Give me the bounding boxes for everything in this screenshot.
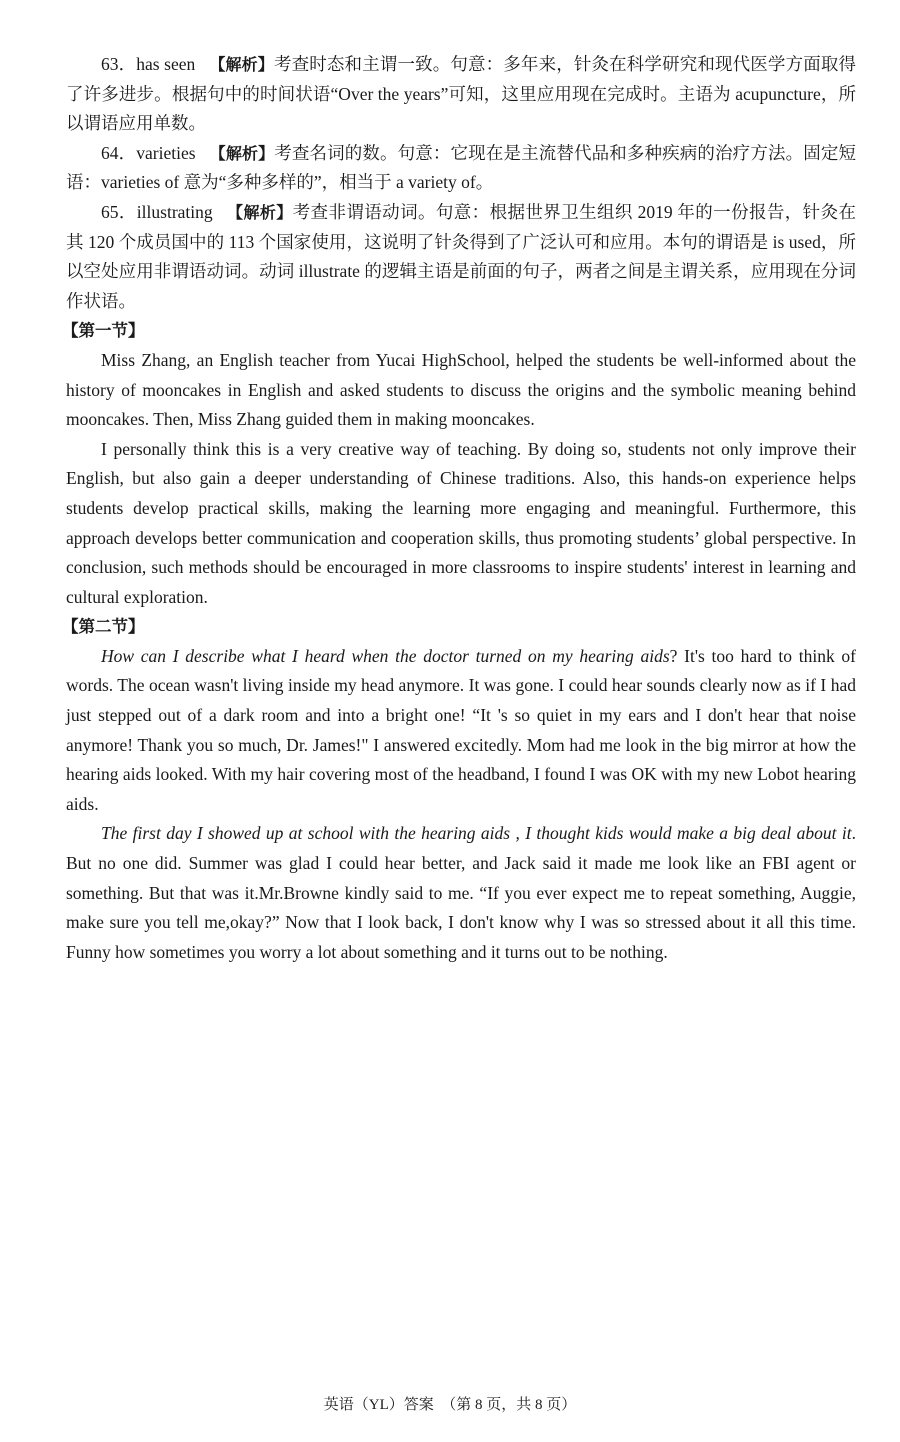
analysis-text: 考查时态和主谓一致。句意：多年来，针灸在科学研究和现代医学方面取得了许多进步。根据句中的时间状语“Over the years”可知，这里应用现在完成时。主语为 acupuncture，所以谓语应用单数。 <box>66 54 856 134</box>
analysis-tag: 【解析】 <box>226 202 293 222</box>
section-2-paragraph <box>66 819 856 967</box>
section-1-heading: 【第一节】 <box>62 321 145 341</box>
analysis-text: 考查名词的数。句意：它现在是主流替代品和多种疾病的治疗方法。固定短语：varieties of 意为“多种多样的”，相当于 a variety of。 <box>66 142 856 193</box>
answer-63 <box>66 50 856 139</box>
answer-number: 63．has seen <box>101 54 196 74</box>
page-footer: 英语（YL）答案 （第 8 页，共 8 页） <box>323 1397 577 1413</box>
story-lead-sentence: The first day I showed up at school with the hearing aids , I thought kids would make a big deal about it <box>101 823 852 844</box>
section-1-paragraph: Miss Zhang, an English teacher from Yucai HighSchool, helped the students be well-informed about the history of mooncakes in English and asked students to discuss the origins and the symbolic meaning behind mooncakes. Then, Miss Zhang guided them in making mooncakes. <box>66 349 856 430</box>
analysis-tag: 【解析】 <box>209 143 275 163</box>
story-continuation: ? It's too hard to think of words. The ocean wasn't living inside my head anymore. It was gone. I could hear sounds clearly now as if I had just stepped out of a dark room and into a bright one! “It 's so quiet in my ears and I don't hear that noise anymore! Thank you so much, Dr. James!" I answered excitedly. Mom had me look in the big mirror at how the hearing aids looked. With my hair covering most of the headband, I found I was OK with my new Lobot hearing aids. <box>66 645 856 814</box>
section-2-paragraph <box>66 642 856 820</box>
analysis-text: 考查非谓语动词。句意：根据世界卫生组织 2019 年的一份报告，针灸在其 120 个成员国中的 113 个国家使用，这说明了针灸得到了广泛认可和应用。本句的谓语是 is used，所以空处应用非谓语动词。动词 illustrate 的逻辑主语是前面的句子，两者之间是主谓关系，应用现在分词作状语。 <box>66 201 856 311</box>
answer-64 <box>66 139 856 198</box>
analysis-tag: 【解析】 <box>209 55 274 74</box>
section-1-paragraph: I personally think this is a very creative way of teaching. By doing so, students not only improve their English, but also gain a deeper understanding of Chinese traditions. Also, this hands-on experience helps students develop practical skills, making the learning more engaging and meaningful. Furthermore, this approach develops better communication and cooperation skills, thus promoting students’ global perspective. In conclusion, such methods should be encouraged in more classrooms to inspire students' interest in learning and cultural exploration. <box>66 438 856 607</box>
story-lead-sentence: How can I describe what I heard when the doctor turned on my hearing aids <box>101 645 670 666</box>
answer-page <box>62 50 856 967</box>
answer-number: 64．varieties <box>101 142 196 163</box>
story-continuation: . But no one did. Summer was glad I could hear better, and Jack said it made me look like an FBI agent or something. But that was it.Mr.Browne kindly said to me. “If you ever expect me to repeat something, Auggie, make sure you tell me,okay?” Now that I look back, I don't know why I was so stressed about it all this time. Funny how sometimes you worry a lot about something and it turns out to be nothing. <box>66 823 856 962</box>
answer-65 <box>66 198 856 316</box>
section-2-heading: 【第二节】 <box>62 617 145 637</box>
answer-number: 65．illustrating <box>101 201 213 222</box>
